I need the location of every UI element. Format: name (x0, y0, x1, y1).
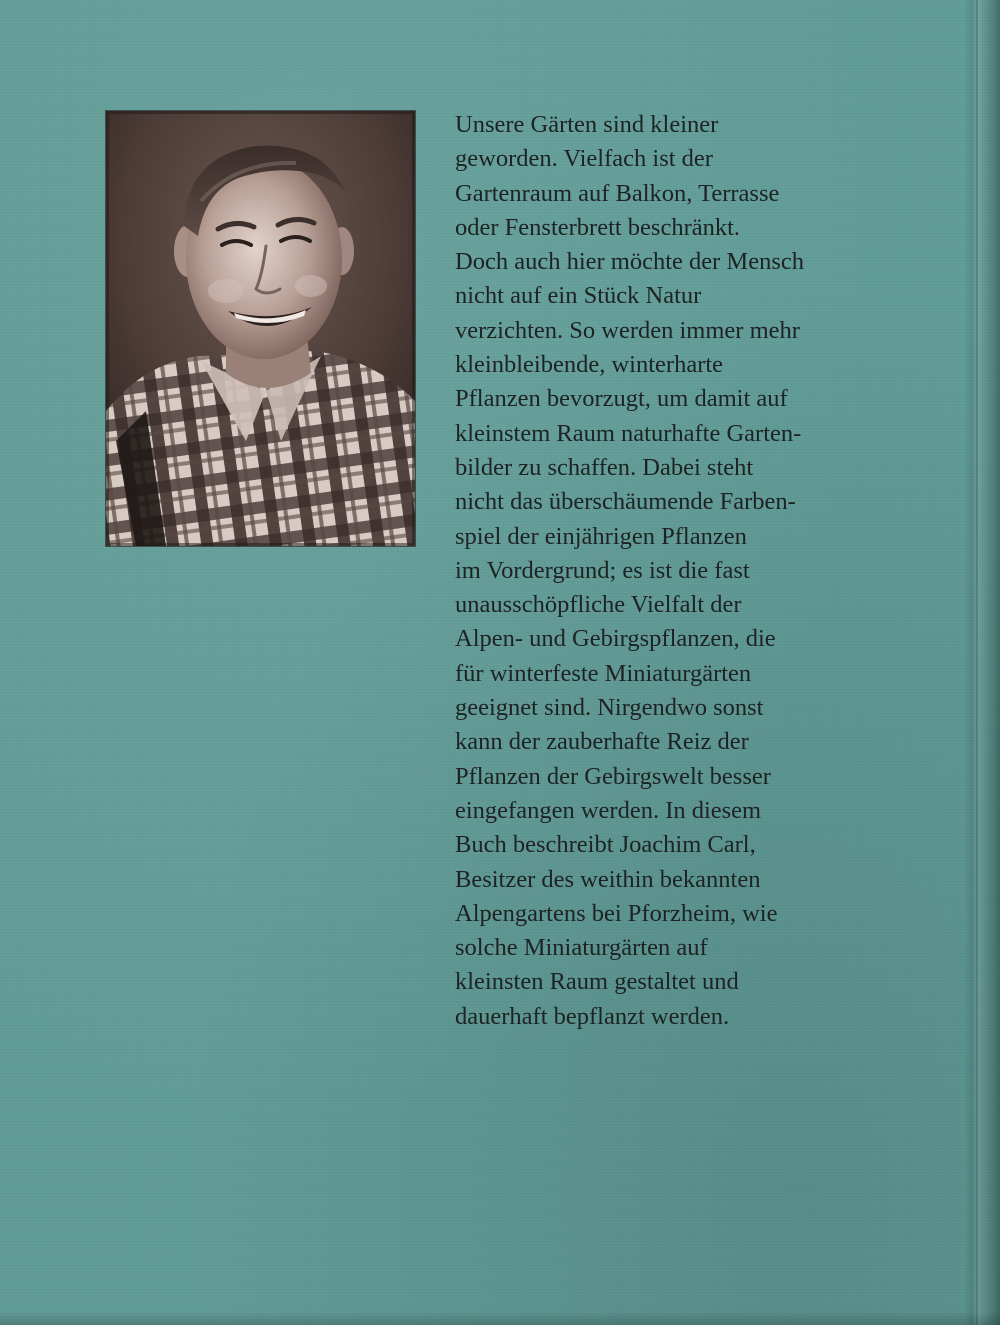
blurb-line: Alpen- und Gebirgspflanzen, die (455, 625, 776, 653)
blurb-line: spiel der einjährigen Pflanzen (455, 522, 747, 550)
blurb-line: Gartenraum auf Balkon, Terrasse (455, 179, 780, 207)
blurb-line: bilder zu schaffen. Dabei steht (455, 453, 754, 481)
blurb-line: Unsere Gärten sind kleiner (455, 111, 719, 138)
back-cover-blurb (455, 108, 945, 1034)
blurb-line: Pflanzen bevorzugt, um damit auf (455, 385, 788, 413)
blurb-line: oder Fensterbrett beschränkt. (455, 213, 741, 241)
blurb-line: Doch auch hier möchte der Mensch (455, 248, 804, 276)
blurb-line: verzichten. So werden immer mehr (455, 316, 800, 344)
blurb-line: Besitzer des weithin bekannten (455, 865, 761, 893)
spine-edge (964, 0, 1000, 1325)
blurb-line: Pflanzen der Gebirgswelt besser (455, 762, 771, 790)
blurb-line: geworden. Vielfach ist der (455, 145, 713, 173)
blurb-line: Buch beschreibt Joachim Carl, (455, 831, 756, 859)
blurb-line: kleinbleibende, winterharte (455, 351, 724, 379)
author-portrait-photo (106, 111, 415, 546)
blurb-line: eingefangen werden. In diesem (455, 796, 762, 824)
blurb-line: kann der zauberhafte Reiz der (455, 728, 749, 756)
blurb-line: nicht auf ein Stück Natur (455, 282, 702, 310)
bottom-edge (0, 1311, 1000, 1325)
blurb-line: Alpengartens bei Pforzheim, wie (455, 899, 778, 927)
blurb-line: dauerhaft bepflanzt werden. (455, 1002, 730, 1030)
blurb-line: unausschöpfliche Vielfalt der (455, 591, 742, 619)
portrait-photo-icon (106, 111, 415, 546)
blurb-line: solche Miniaturgärten auf (455, 934, 708, 962)
blurb-line: für winterfeste Miniaturgärten (455, 659, 752, 687)
blurb-line: kleinsten Raum gestaltet und (455, 968, 739, 996)
blurb-line: im Vordergrund; es ist die fast (455, 556, 750, 584)
blurb-line: geeignet sind. Nirgendwo sonst (455, 694, 764, 722)
blurb-line: nicht das überschäumende Farben- (455, 488, 796, 516)
blurb-line: kleinstem Raum naturhafte Garten- (455, 419, 802, 447)
